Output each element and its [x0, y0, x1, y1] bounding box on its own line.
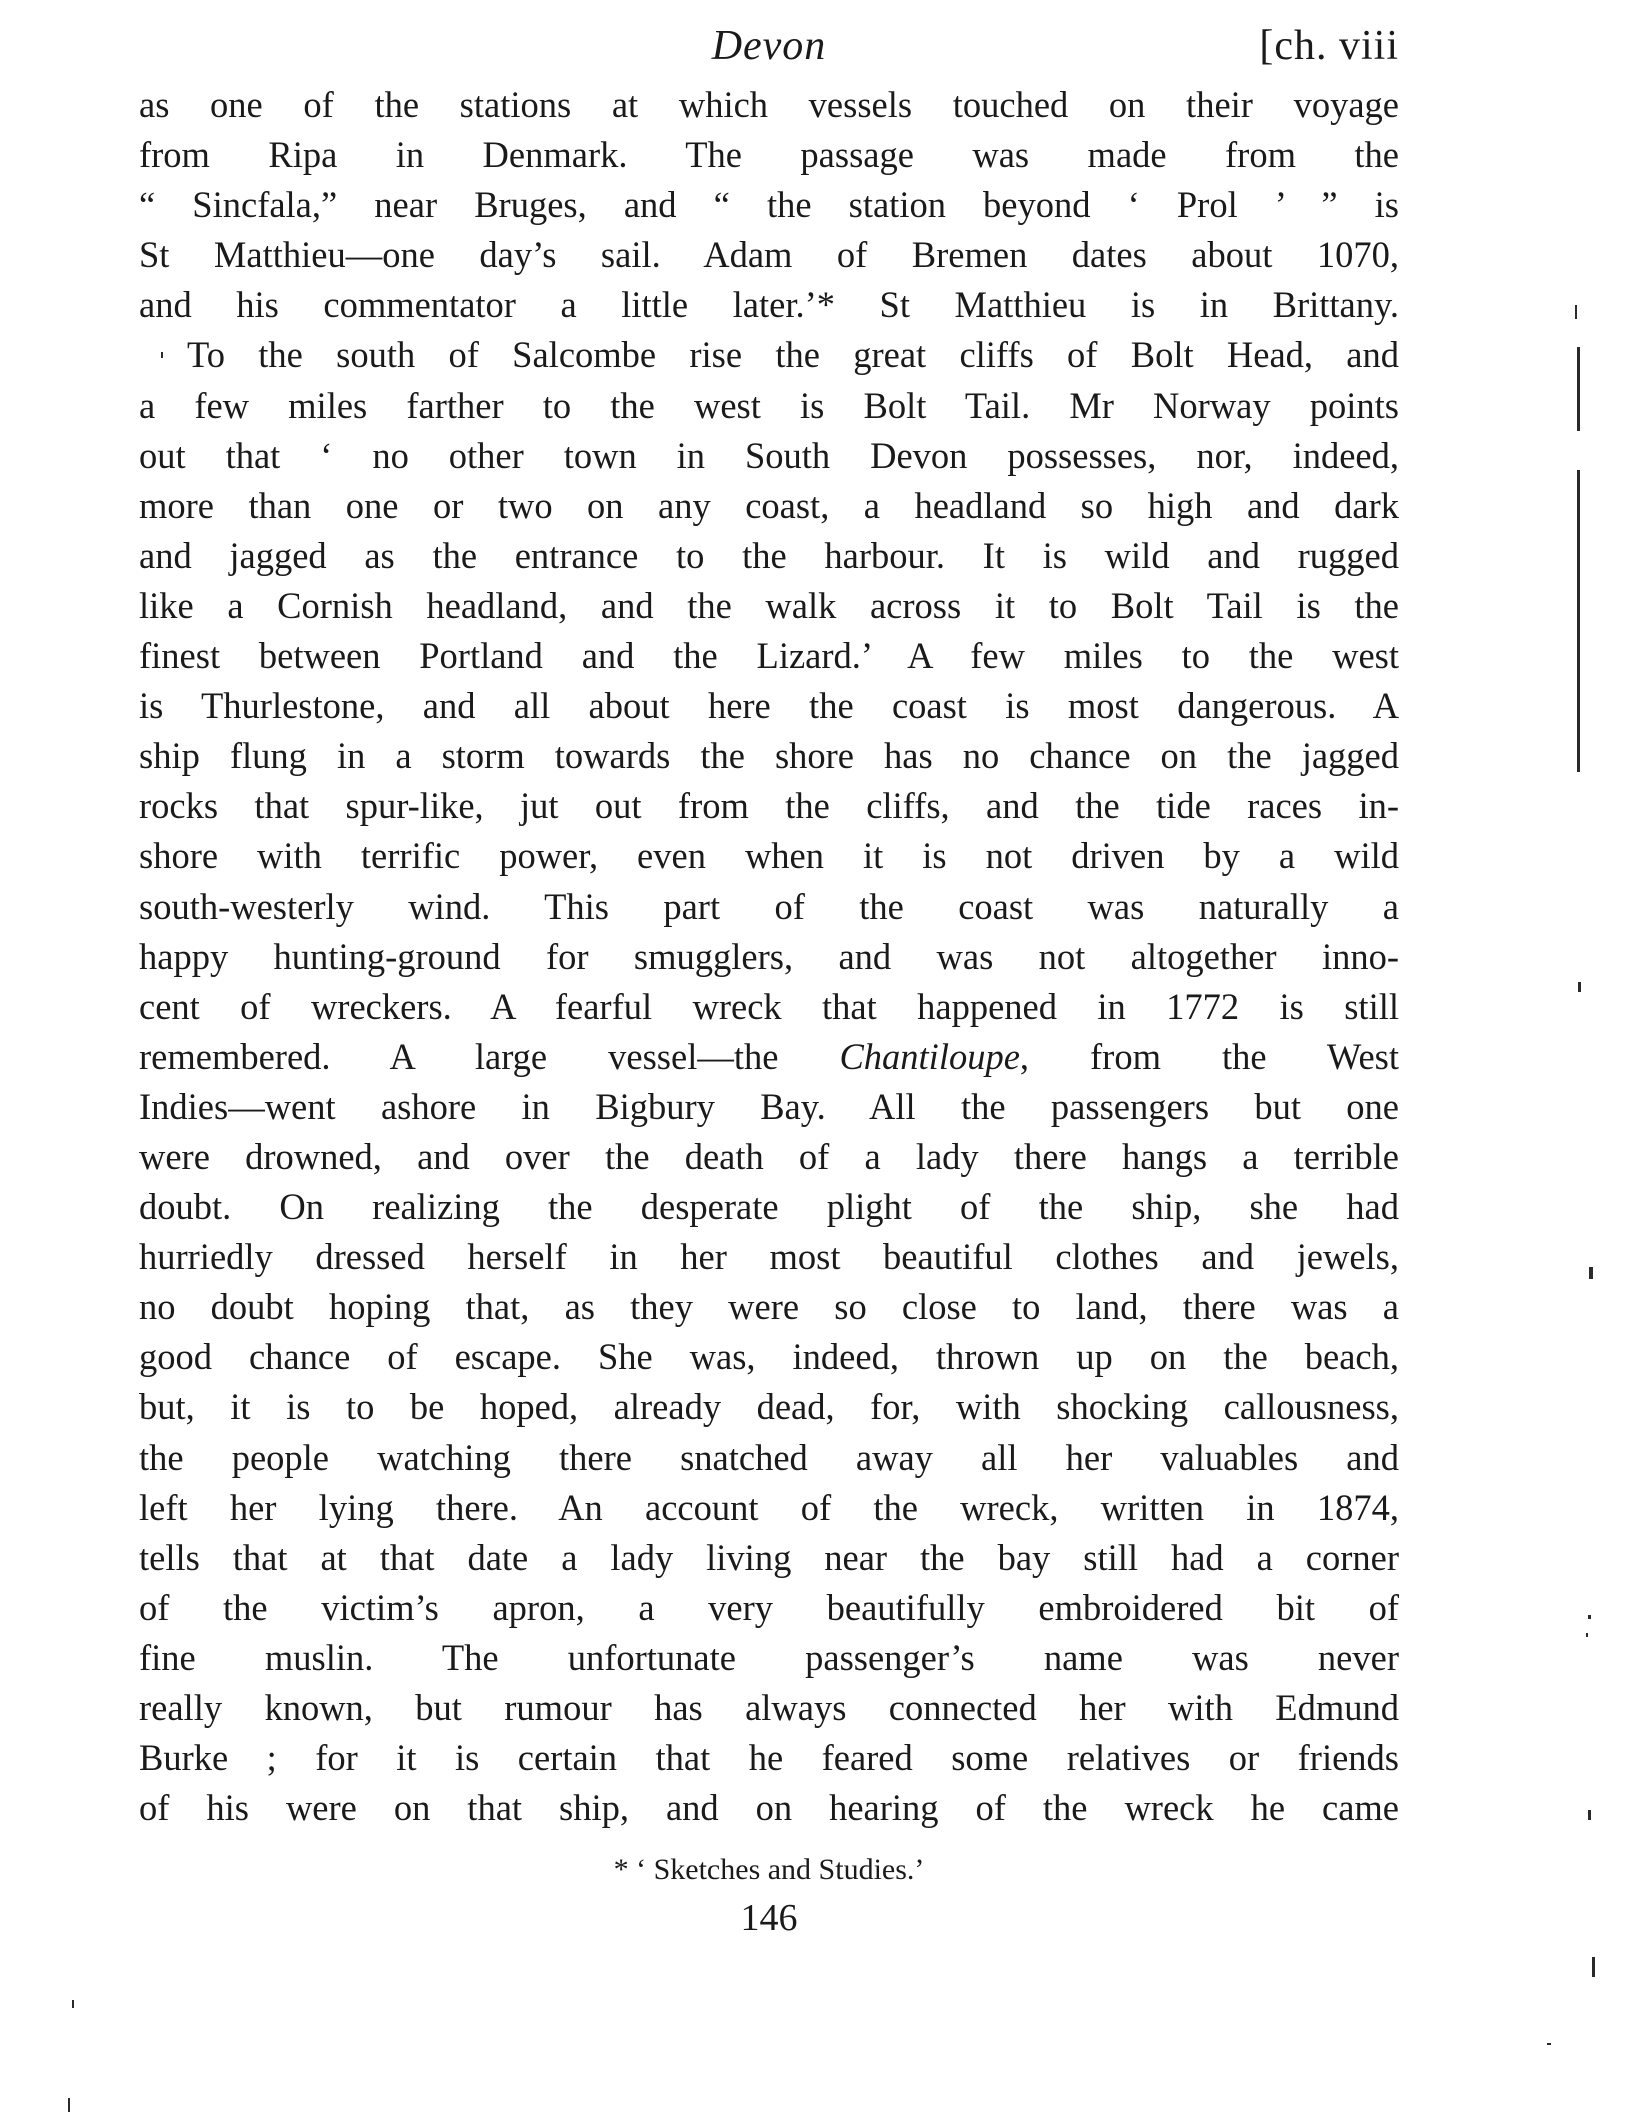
text-line: of his were on that ship, and on hearing of the wreck he came — [139, 1787, 1399, 1829]
ship-name: Chantiloupe — [839, 1035, 1020, 1077]
line-segment: , from the West — [1019, 1035, 1399, 1077]
scan-speck — [161, 352, 163, 358]
text-line: doubt. On realizing the desperate plight of the ship, she had — [139, 1186, 1399, 1228]
text-line: left her lying there. An account of the wreck, written in 1874, — [139, 1486, 1399, 1528]
scan-speck — [68, 2098, 70, 2112]
text-line: were drowned, and over the death of a lady there hangs a terrible — [139, 1135, 1399, 1177]
text-line: but, it is to be hoped, already dead, for, with shocking callousness, — [139, 1386, 1399, 1428]
line-segment: remembered. A large vessel—the — [139, 1035, 840, 1077]
text-line: more than one or two on any coast, a headland so high and dark — [139, 484, 1399, 526]
scan-speck — [1575, 305, 1577, 319]
text-line: from Ripa in Denmark. The passage was made from the — [139, 134, 1399, 176]
text-line: of the victim’s apron, a very beautifully embroidered bit of — [139, 1586, 1399, 1628]
text-line: really known, but rumour has always connected her with Edmund — [139, 1687, 1399, 1728]
text-line: out that ‘ no other town in South Devon possesses, nor, indeed, — [139, 434, 1399, 476]
text-line: Indies—went ashore in Bigbury Bay. All the passengers but one — [139, 1085, 1399, 1127]
text-line: tells that at that date a lady living near the bay still had a corner — [139, 1536, 1399, 1578]
text-line: fine muslin. The unfortunate passenger’s name was never — [139, 1636, 1399, 1678]
text-line: hurriedly dressed herself in her most beautiful clothes and jewels, — [139, 1236, 1399, 1278]
text-line: no doubt hoping that, as they were so close to land, there was a — [139, 1286, 1399, 1328]
scan-speck — [1588, 1615, 1591, 1619]
text-line: and jagged as the entrance to the harbour. It is wild and rugged — [139, 534, 1399, 576]
running-head — [139, 16, 1399, 76]
text-line: cent of wreckers. A fearful wreck that happened in 1772 is still — [139, 985, 1399, 1027]
scan-speck — [1588, 1810, 1591, 1820]
text-line: St Matthieu—one day’s sail. Adam of Bremen dates about 1070, — [139, 234, 1399, 276]
body-text — [139, 80, 1399, 1833]
chapter-marker: [ch. viii — [1259, 23, 1399, 69]
text-line: and his commentator a little later.’* St Matthieu is in Brittany. — [139, 284, 1399, 326]
text-line-with-ship-name — [139, 1032, 1399, 1082]
scan-speck — [1577, 470, 1580, 772]
text-line: ship flung in a storm towards the shore has no chance on the jagged — [139, 735, 1399, 777]
text-line: good chance of escape. She was, indeed, thrown up on the beach, — [139, 1336, 1399, 1378]
text-line: finest between Portland and the Lizard.’ A few miles to the west — [139, 635, 1399, 677]
scan-speck — [72, 2000, 74, 2008]
scan-speck — [1592, 1957, 1595, 1977]
scan-speck — [1586, 1633, 1588, 1637]
text-line: the people watching there snatched away all her valuables and — [139, 1436, 1399, 1478]
page-number: 146 — [740, 1897, 798, 1939]
text-line: is Thurlestone, and all about here the coast is most dangerous. A — [139, 685, 1399, 727]
text-line: south-westerly wind. This part of the coast was naturally a — [139, 885, 1399, 927]
scan-speck — [1589, 1267, 1593, 1279]
text-line: a few miles farther to the west is Bolt Tail. Mr Norway points — [139, 384, 1399, 426]
text-line: like a Cornish headland, and the walk across it to Bolt Tail is the — [139, 584, 1399, 626]
text-line: happy hunting-ground for smugglers, and was not altogether inno- — [139, 935, 1399, 977]
paragraph-start-line: To the south of Salcombe rise the great cliffs of Bolt Head, and — [187, 334, 1399, 376]
footnote: * ‘ Sketches and Studies.’ — [613, 1853, 925, 1886]
text-line: Burke ; for it is certain that he feared some relatives or friends — [139, 1737, 1399, 1779]
scan-speck — [1577, 347, 1580, 431]
text-line: as one of the stations at which vessels touched on their voyage — [139, 84, 1399, 125]
text-line: “ Sincfala,” near Bruges, and “ the station beyond ‘ Prol ’ ” is — [139, 184, 1399, 226]
text-line: shore with terrific power, even when it is not driven by a wild — [139, 835, 1399, 877]
scan-speck — [1547, 2043, 1551, 2045]
running-title: Devon — [711, 23, 827, 69]
text-line: rocks that spur-like, jut out from the cliffs, and the tide races in- — [139, 785, 1399, 827]
scan-speck — [1578, 982, 1581, 992]
